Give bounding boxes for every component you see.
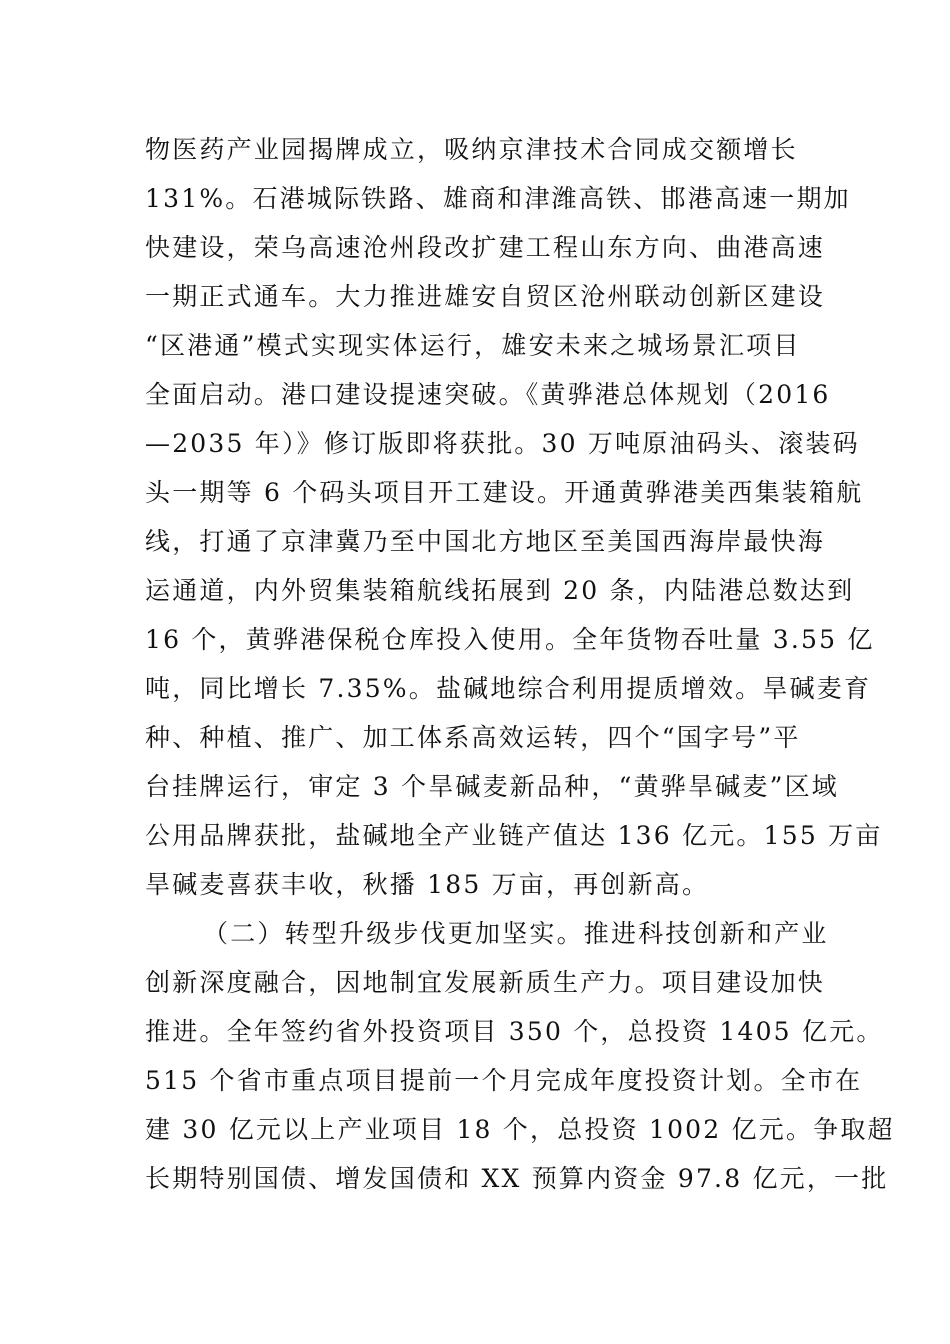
body-text — [145, 125, 895, 1203]
text-line: 台挂牌运行，审定 3 个旱碱麦新品种，“黄骅旱碱麦”区域 — [145, 772, 839, 801]
text-line: 全面启动。港口建设提速突破。《黄骅港总体规划（2016 — [145, 380, 831, 409]
text-line: 推进。全年签约省外投资项目 350 个，总投资 1405 亿元。 — [145, 1017, 884, 1046]
text-line: 旱碱麦喜获丰收，秋播 185 万亩，再创新高。 — [145, 870, 710, 899]
text-line: 吨，同比增长 7.35%。盐碱地综合利用提质增效。旱碱麦育 — [145, 674, 872, 703]
text-line: 515 个省市重点项目提前一个月完成年度投资计划。全市在 — [145, 1066, 863, 1095]
text-line: 公用品牌获批，盐碱地全产业链产值达 136 亿元。155 万亩 — [145, 821, 883, 850]
text-line: 快建设，荣乌高速沧州段改扩建工程山东方向、曲港高速 — [145, 233, 826, 262]
text-line: 16 个，黄骅港保税仓库投入使用。全年货物吞吐量 3.55 亿 — [145, 625, 875, 654]
text-line: 长期特别国债、增发国债和 XX 预算内资金 97.8 亿元，一批 — [145, 1164, 889, 1193]
text-line: 创新深度融合，因地制宜发展新质生产力。项目建设加快 — [145, 968, 826, 997]
text-line: 物医药产业园揭牌成立，吸纳京津技术合同成交额增长 — [145, 135, 798, 164]
text-line: 一期正式通车。大力推进雄安自贸区沧州联动创新区建设 — [145, 282, 826, 311]
text-line: 种、种植、推广、加工体系高效运转，四个“国字号”平 — [145, 723, 801, 752]
text-line: 建 30 亿元以上产业项目 18 个，总投资 1002 亿元。争取超 — [145, 1115, 895, 1144]
text-line: “区港通”模式实现实体运行，雄安未来之城场景汇项目 — [145, 331, 801, 360]
text-line: 运通道，内外贸集装箱航线拓展到 20 条，内陆港总数达到 — [145, 576, 855, 605]
section-heading-line: （二）转型升级步伐更加坚实。推进科技创新和产业 — [203, 919, 829, 948]
text-line: 头一期等 6 个码头项目开工建设。开通黄骅港美西集装箱航 — [145, 478, 864, 507]
text-line: 线，打通了京津冀乃至中国北方地区至美国西海岸最快海 — [145, 527, 826, 556]
text-line: 131%。石港城际铁路、雄商和津潍高铁、邯港高速一期加 — [145, 184, 851, 213]
text-line: —2035 年）》修订版即将获批。30 万吨原油码头、滚装码 — [145, 429, 860, 458]
